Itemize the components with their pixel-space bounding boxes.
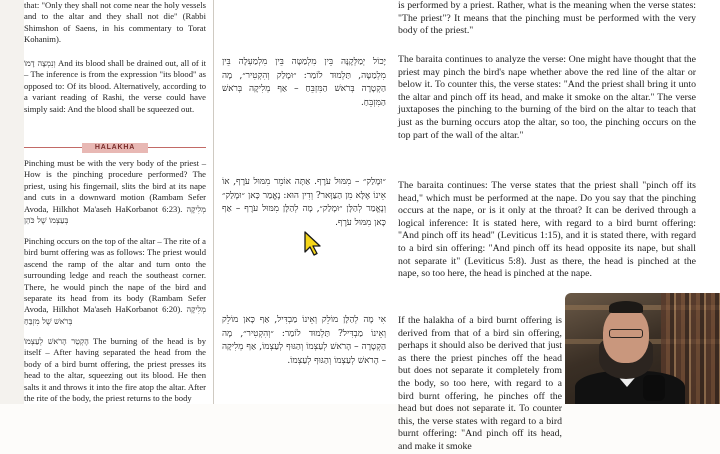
page-margin <box>0 0 24 404</box>
english-paragraph-4: If the halakha of a bird burnt offering is derived from that of a bird sin offering, perhaps it should also be derived that just as there the priest pinches off the head but does not separate it completely from the body, so too here, with regard to a bird burnt offering, he pinches off the head but does not separate it. To counter this, the verse states with regard to a bird burnt offering: "And pinch off its head, and make it smoke <box>398 315 562 452</box>
note-blood <box>24 58 206 115</box>
gemara-hebrew-block-3: אִי מָה לְהַלָּן מוֹלֵק וְאֵינוֹ מַבְדִּיל, אַף כָּאן מוֹלֵק וְאֵינוֹ מַבְדִּיל? תַּלְמוּד לוֹמַר: ״וְהִקְטִיר״, מָה הַקְטָרָה – הָרֹאשׁ לְעַצְמוֹ וְהַגּוּף לְעַצְמוֹ, אַף מְלִיקָה – הָרֹאשׁ לְעַצְמוֹ וְהַגּוּף לְעַצְמוֹ. <box>222 315 386 366</box>
mouse-pointer-icon <box>303 231 325 257</box>
notes-column <box>24 0 212 404</box>
note-blood-hebrew: וְנִמְצָה דָמוֹ <box>24 59 56 68</box>
english-paragraph-2: The baraita continues to analyze the verse: One might have thought that the priest may pinch the bird's nape whether above the red line of the altar or below it. To counter this, the verse states: "And the priest shall bring it unto the altar and pinch off its head, and make it smoke on the altar." The verse juxtaposes the pinching to the burning of the bird on the altar to teach that just as the burning occurs atop the altar, so too, the pinching occurs on the top part of the wall of the altar." <box>398 54 696 141</box>
gemara-hebrew-block-1: יָכוֹל יְמַלְּקֶנָּה בֵּין מִלְמַטָּה בֵּין מִלְמַעְלָה בֵּין מִלְמַטָּה, תַּלְמוּד לוֹמַר: ״וּמָלַק וְהִקְטִיר״, מָה הַקְטָרָה בְּרֹאשׁ הַמִּזְבֵּחַ – אַף מְלִיקָה בְּרֹאשׁ הַמִּזְבֵּחַ. <box>222 57 386 108</box>
note-burning-text: The burning of the head is by itself – After having separated the head from the body of a bird burnt offering, the priest presses its head to the altar, squeezing out its blood. He then salts it and throws it into the fire atop the altar. After the rite of the body, the priest returns to the body <box>24 336 206 404</box>
english-paragraph-3: The baraita continues: The verse states that the priest shall "pinch off its head," which must be performed at the nape. Do you say that the pinching occurs at the nape, or is it only at the throat? It can be derived through a logical inference: It is stated here, with regard to a bird burnt offering: "And pinch off its head" (Leviticus 1:15), and it is stated there, with regard to a bird sin offering: "And pinch off its head opposite its nape, but shall not separate it" (Leviticus 5:8). Just as there, the head is pinched at the nape, so too here, the head is pinched at the nape. <box>398 180 696 280</box>
note-top <box>24 0 206 46</box>
note-top-altar-hebrew: מְלִיקָה בְּרֹאשׁ שֶׁל מִזְבֵּחַ <box>24 305 206 326</box>
note-top-altar-text: Pinching occurs on the top of the altar – The rite of a bird burnt offering was as follows: The priest would ascend the ramp of the altar and turn onto the surrounding ledge and reach the southeast corner. There, he would pinch the nape of the bird and separate its head from its body (Rambam Sefer Avoda, Hilkhot Ma'aseh HaKorbanot 6:20). <box>24 236 206 315</box>
presenter-video <box>565 293 720 404</box>
gemara-hebrew-block-2: ״וּמָלַק״ – מִמּוּל עֹרֶף. אַתָּה אוֹמֵר מִמּוּל עֹרֶף, אוֹ אֵינוֹ אֶלָּא מִן הַצַּוָּאר? וְדִין הוּא: נֶאֱמַר כָּאן ״וּמָלַק״ וְנֶאֱמַר לְהַלָּן ״וּמָלַק״, מָה לְהַלָּן מִמּוּל עֹרֶף – אַף כָּאן מִמּוּל עֹרֶף. <box>222 177 386 228</box>
note-burning <box>24 336 206 404</box>
note-pinching <box>24 158 206 226</box>
note-blood-text: And its blood shall be drained out, all of it – The inference is from the expression "its blood" as opposed to: Of its blood. Alternatively, according to a variant reading of Rashi, the verse could have simply said: And the blood shall be squeezed out. <box>24 58 206 114</box>
note-pinching-hebrew: מְלִיקָה בְּעַצְמוֹ שֶׁל כֹּהֵן <box>24 204 206 226</box>
note-top-text: that: "Only they shall not come near the holy vessels and to the altar and they shall not die" (Rabbi Shimshon of Saens, in his commentary to Torat Kohanim). <box>24 0 206 45</box>
column-divider <box>213 0 214 404</box>
note-burning-hebrew: הֶקְטֵר הָרֹאשׁ לְעַצְמוֹ <box>24 337 89 346</box>
kippah <box>609 301 643 313</box>
note-pinching-text: Pinching must be with the very body of the priest – How is the pinching procedure performed? The priest, using his fingernail, slits the bird at its nape and cuts in a downward motion (Rambam Sefer Avoda, Hilkhot Ma'aseh HaKorbanot 6:23). <box>24 158 206 214</box>
halakha-label: HALAKHA <box>82 143 148 153</box>
note-top-altar <box>24 236 206 327</box>
glasses <box>609 329 643 338</box>
microphone-icon <box>643 375 665 401</box>
english-paragraph-1: is performed by a priest. Rather, what is the meaning when the verse states: "The priest"? It means that the pinching must be performed with the very body of the priest." <box>398 0 696 37</box>
